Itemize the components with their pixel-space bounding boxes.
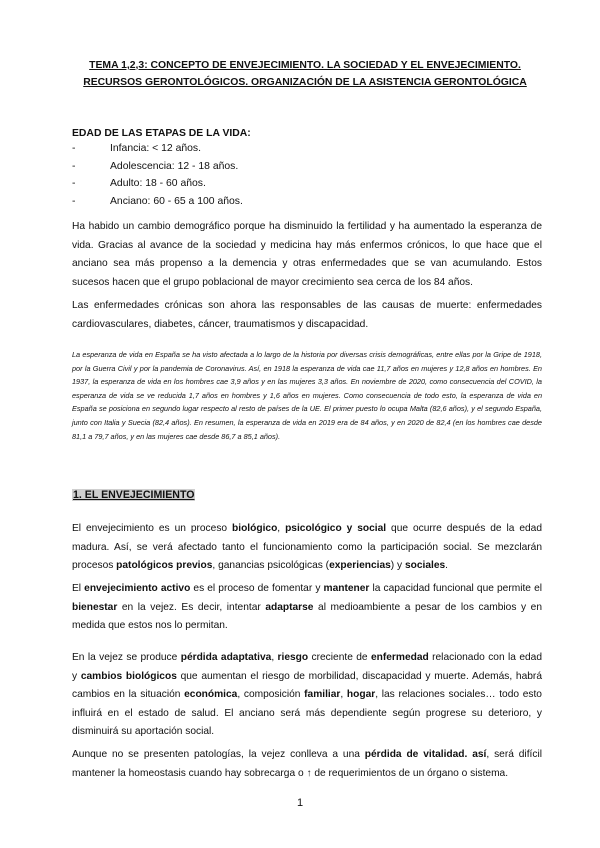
list-item-text: Infancia: < 12 años. <box>110 143 201 154</box>
list-dash: - <box>72 195 76 207</box>
list-dash: - <box>72 178 76 189</box>
list-item-text: Adulto: 18 - 60 años. <box>110 178 206 189</box>
envejecimiento-paragraph: El envejecimiento es un proceso biológico, psicológico y social que ocurre después de la edad madura. Así, se verá afectado tanto el funcionamiento como la participación social. Se mezclarán procesos patológicos previos, ganancias psicológicas (experiencias) y sociales. <box>72 523 543 571</box>
list-item <box>72 158 243 176</box>
document-title: TEMA 1,2,3: CONCEPTO DE ENVEJECIMIENTO. LA SOCIEDAD Y EL ENVEJECIMIENTO. RECURSOS GERONTOLÓGICOS. ORGANIZACIÓN DE LA ASISTENCIA GERONTOLÓGICA <box>83 60 527 88</box>
life-stages-heading: EDAD DE LAS ETAPAS DE LA VIDA: <box>72 128 251 139</box>
list-item <box>72 193 243 211</box>
chronic-diseases-paragraph: Las enfermedades crónicas son ahora las responsables de las causas de muerte: enfermedades cardiovasculares, diabetes, cáncer, traumatismos y discapacidad. <box>72 300 542 330</box>
list-item <box>72 175 243 193</box>
list-item-text: Adolescencia: 12 - 18 años. <box>110 160 239 172</box>
envejecimiento-activo-paragraph: El envejecimiento activo es el proceso de fomentar y mantener la capacidad funcional que permite el bienestar en la vejez. Es decir, intentar adaptarse al medioambiente a pesar de los cambios y en medida que estos nos lo permitan. <box>72 583 542 631</box>
perdida-vitalidad-paragraph: Aunque no se presenten patologías, la vejez conlleva a una pérdida de vitalidad. así, será difícil mantener la homeostasis cuando hay sobrecarga o ↑ de requerimientos de un órgano o sistema. <box>72 749 542 779</box>
life-stages-list <box>72 140 243 210</box>
demographic-change-paragraph: Ha habido un cambio demográfico porque ha disminuido la fertilidad y ha aumentado la esperanza de vida. Gracias al avance de la sociedad y medicina hay más enfermos crónicos, lo que hace que el anciano sea más propenso a la demencia y otras enfermedades que se van acumulando. Estos sucesos hacen que el grupo poblacional de mayor crecimiento sea cerca de los 84 años. <box>72 221 542 288</box>
list-dash: - <box>72 143 76 154</box>
vejez-cambios-paragraph: En la vejez se produce pérdida adaptativa, riesgo creciente de enfermedad relacionado con la edad y cambios biológicos que aumentan el riesgo de morbilidad, discapacidad y muerte. Además, habrá cambios en la situación económica, composición familiar, hogar, las relaciones sociales… todo esto influirá en el estado de salud. El anciano será más dependiente según progrese su deterioro, y disminuirá su aportación social. <box>72 652 542 737</box>
list-item-text: Anciano: 60 - 65 a 100 años. <box>110 195 243 207</box>
section-heading-envejecimiento: 1. EL ENVEJECIMIENTO <box>73 489 195 501</box>
page-number: 1 <box>296 797 304 809</box>
list-item <box>72 140 243 158</box>
list-dash: - <box>72 160 76 172</box>
life-expectancy-note: La esperanza de vida en España se ha visto afectada a lo largo de la historia por diversas crisis demográficas, entre ellas por la Gripe de 1918, por la Guerra Civil y por la pandemia de Coronavirus. Así, en 1918 la esperanza de vida cae 11,7 años en mujeres y 12,8 años en hombres. En 1937, la esperanza de vida en los hombres cae 3,9 años y en las mujeres 3,3 años. En noviembre de 2020, como consecuencia del COVID, la esperanza de vida se ve reducida 1,7 años en hombres y 1,6 años en mujeres. Como consecuencia de todo esto, la esperanza de vida en España se posiciona en segundo lugar respecto al resto de países de la UE. El primer puesto lo ocupa Malta (82,6 años), y el segundo España, junto con Italia y Suecia (82,4 años). En resumen, la esperanza de vida en 2019 era de 84 años, y en 2020 de 82,4 (en los hombres cae desde 81,1 a 79,7 años, y en las mujeres cae desde 86,7 a 85,1 años). <box>72 350 542 441</box>
